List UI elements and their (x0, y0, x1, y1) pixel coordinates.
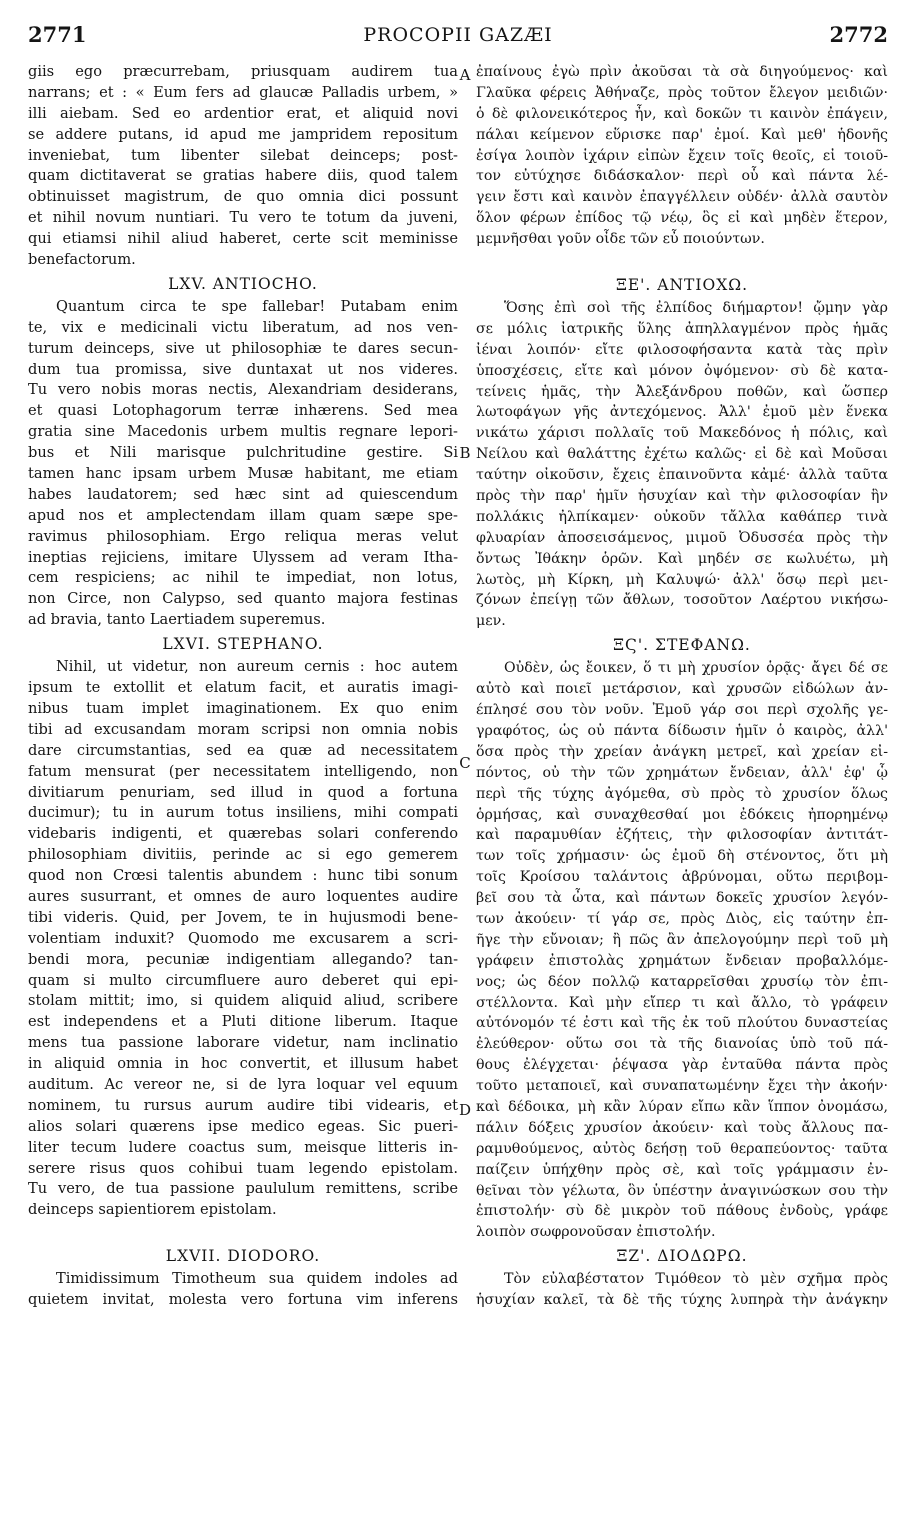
text-line: των τοῖς χρήμασιν· ὡς ἐμοῦ δὴ στένοντος, ὅτι μὴ (476, 848, 888, 865)
text-line: περὶ τῆς τύχης ἀγόμεθα, σὺ πρὸς τὸ χρυσίον ὅλως (476, 785, 888, 802)
text-line: narrans; et : « Eum fers ad glaucæ Palladis urbem, » (28, 83, 458, 101)
text-line: ὅλον φέρων ἐπίδος τῷ νέῳ, ὃς εἰ καὶ μηδὲν ἕτερον, (476, 210, 888, 227)
text-line: ducimur); tu in aurum totus insiliens, mihi compati (28, 804, 458, 822)
text-line: se addere putans, id apud me jampridem repositum (28, 125, 458, 143)
text-line: τείνεις ἡμᾶς, τὴν Ἀλεξάνδρου ποθῶν, καὶ ὥσπερ (476, 383, 888, 400)
text-line: των ἀκούειν· τί γάρ σε, πρὸς Διὸς, εἰς ταύτην ἐπ- (476, 910, 888, 927)
text-line: ὅσα πρὸς τὴν χρείαν ἀνάγκη μετρεῖ, καὶ χρείαν εἰ- (476, 743, 888, 760)
text-line: Τὸν εὐλαβέστατον Τιμόθεον τὸ μὲν σχῆμα πρὸς (504, 1271, 888, 1288)
text-line: et nihil novum nuntiari. Tu vero te totum da juveni, (28, 209, 458, 227)
greek-column (476, 62, 888, 1311)
text-line: λωτὸς, μὴ Κίρκη, μὴ Καλυψώ· ἀλλ' ὅσῳ περὶ μει- (476, 571, 888, 588)
text-line: volentiam induxit? Quomodo me excusarem a scri- (28, 929, 458, 947)
text-line: καὶ δέδοικα, μὴ κἂν λύραν εἴπω κἂν ἵππον ὀνομάσω, (476, 1098, 888, 1115)
greek-block-4 (476, 1269, 888, 1311)
greek-letter-title-65: ΞΕ'. ΑΝΤΙΟΧΩ. (615, 276, 749, 295)
text-line: quam si multo circumfluere auro deberet qui epi- (28, 971, 458, 989)
text-line: gratia sine Macedonis urbem multis regnare lepori- (28, 423, 458, 441)
text-line: divitiarum penuriam, sed illud in quod a fortuna (28, 783, 458, 801)
text-line: apud nos et amplectendam illam quam sæpe spe- (28, 506, 458, 524)
text-line: νικάτω χάρισι πολλαῖς τοῦ Μακεδόνος ἡ πόλις, καὶ (476, 425, 888, 442)
text-line: γραφότος, ὡς οὐ πάντα δίδωσιν ἡμῖν ὁ καιρὸς, ἀλλ' (476, 722, 888, 739)
text-line: tibi ad excusandam moram scripsi non omnia nobis (28, 720, 458, 738)
text-line: deinceps sapientiorem epistolam. (28, 1201, 277, 1219)
text-line: Timidissimum Timotheum sua quidem indoles ad (56, 1270, 458, 1288)
text-line: γειν ἔστι καὶ καινὸν ἐπαγγέλλειν οὐδέν· ἀλλὰ σαυτὸν (476, 189, 888, 206)
text-line: non Circe, non Calypso, sed quanto majora festinas (28, 590, 458, 608)
margin-marker-c: C (459, 754, 471, 772)
margin-marker-a: A (459, 66, 471, 84)
greek-block-1 (476, 62, 888, 250)
text-line: ad bravia, tanto Laertiadem superemus. (28, 611, 326, 629)
text-line: Nihil, ut videtur, non aureum cernis : hoc autem (56, 658, 458, 676)
greek-letter-title-66: ΞϚ'. ΣΤΕΦΑΝΩ. (613, 636, 751, 655)
text-line: ineptias rejiciens, imitare Ulyssem ad veram Itha- (28, 548, 458, 566)
text-line: αὐτὸ καὶ ποιεῖ μετάρσιον, καὶ χρυσῶν εἰδώλων ἀν- (476, 681, 888, 698)
text-line: έπλησέ σου τὸν νοῦν. Ἐμοῦ γάρ σοι περὶ σχολῆς γε- (476, 702, 888, 719)
margin-marker-b: B (459, 444, 471, 462)
text-line: bendi mora, pecuniæ indigentiam allegando? tan- (28, 950, 458, 968)
text-line: dare circumstantias, sed ea quæ ad necessitatem (28, 741, 458, 759)
text-line: τοῖς Κροίσου ταλάντοις ἁβρύνομαι, οὕτω περιβομ- (476, 869, 888, 886)
latin-block-3 (28, 657, 458, 1221)
text-line: τοῦτο μεταποιεῖ, καὶ συναπατωμένην ἔχει τὴν ἀκοήν· (476, 1078, 888, 1095)
text-line: Οὐδὲν, ὡς ἔοικεν, ὅ τι μὴ χρυσίον ὁρᾷς· ἄγει δέ σε (504, 660, 888, 677)
latin-column (28, 62, 458, 1311)
text-line: illi aiebam. Sed eo ardentior erat, et aliquid novi (28, 104, 458, 122)
text-line: πολλάκις ἠλπίκαμεν· οὐκοῦν τἄλλα καθάπερ τινὰ (476, 508, 888, 525)
text-line: qui etiamsi nihil aliud haberet, certe scit meminisse (28, 230, 458, 248)
latin-block-1 (28, 62, 458, 271)
text-line: ταύτην οἰκοῦσιν, ἔχεις ἐπαινοῦντα κἀμέ· ἀλλὰ ταῦτα (476, 467, 888, 484)
text-line: καὶ παραμυθίαν ἐζήτεις, τὴν φιλοσοφίαν ἀντιτάτ- (476, 827, 888, 844)
text-line: serere risus quos cohibui tuam legendo epistolam. (28, 1159, 458, 1177)
text-line: Ὅσης ἐπὶ σοὶ τῆς ἐλπίδος διήμαρτον! ᾤμην γὰρ (504, 300, 888, 317)
text-line: θους ἐλέγχεται· ῥέψασα γὰρ ἐνταῦθα πάντα πρὸς (476, 1057, 888, 1074)
margin-marker-d: D (458, 1101, 472, 1119)
text-line: philosophiam divitiis, perinde ac si ego gemerem (28, 846, 458, 864)
text-line: τον εὐτύχησε διδάσκαλον· περὶ οὗ καὶ πάντα λέ- (476, 168, 888, 185)
text-line: obtinuisset magistrum, de quo omnia dici possunt (28, 188, 458, 206)
latin-letter-title-67: LXVII. DIODORO. (165, 1247, 321, 1266)
text-line: fatum mensurat (per necessitatem intelligendo, non (28, 762, 458, 780)
text-line: παίζειν ὑπήχθην πρὸς σὲ, καὶ τοῖς γράμμασιν ἐν- (476, 1161, 888, 1178)
text-line: mens tua passione laborare videtur, nam inclinatio (28, 1034, 458, 1052)
text-line: Γλαῦκα φέρεις Ἀθήναζε, πρὸς τοῦτον ἔλεγον μειδιῶν· (476, 84, 888, 101)
text-line: πάλαι κείμενον εὕρισκε παρ' ἐμοί. Καὶ μεθ' ἡδονῆς (476, 126, 888, 143)
text-line: ὁ δὲ φιλονεικότερος ἦν, καὶ δοκῶν τι καινὸν ἐπάγειν, (476, 105, 888, 122)
text-line: ὄντως Ἰθάκην ὁρῶν. Καὶ μηδέν σε κωλυέτω, μὴ (476, 550, 888, 567)
text-line: μεμνῆσθαι γοῦν οἶδε τῶν εὖ ποιούντων. (476, 231, 765, 248)
text-line: Tu vero, de tua passione paululum remittens, scribe (28, 1180, 458, 1198)
text-line: quod non Crœsi talentis abundem : hunc tibi sonum (28, 867, 458, 885)
latin-letter-title-66: LXVI. STEPHANO. (162, 635, 324, 654)
text-line: Quantum circa te spe fallebar! Putabam enim (56, 297, 458, 315)
page-header (28, 22, 888, 52)
text-line: πάλιν δόξεις χρυσίον ἀκούειν· καὶ τοὺς ἄλλους πα- (476, 1119, 888, 1136)
page-number-right: 2772 (829, 22, 888, 47)
text-line: cem respiciens; ac nihil te impediat, non lotus, (28, 569, 458, 587)
text-line: ἰέναι λοιπόν· εἴτε φιλοσοφήσαντα κατὰ τὰς πρὶν (476, 341, 888, 358)
text-line: πόντος, οὐ τὴν τῶν χρημάτων ἔνδειαν, ἀλλ' ἐφ' ᾧ (476, 764, 888, 781)
text-line: ravimus philosophiam. Ergo reliqua meras velut (28, 527, 458, 545)
text-line: quietem invitat, molesta vero fortuna vim inferens (28, 1291, 458, 1309)
text-line: πρὸς τὴν παρ' ἡμῖν ἡσυχίαν καὶ τὴν φιλοσοφίαν ἣν (476, 488, 888, 505)
latin-letter-title-65: LXV. ANTIOCHO. (168, 274, 318, 293)
text-line: ὑποσχέσεις, εἴτε καὶ μόνον ὀψόμενον· σὺ δὲ κατα- (476, 362, 888, 379)
greek-block-2 (476, 298, 888, 632)
text-line: λωτοφάγων γῆς ἀντεχόμενος. Ἀλλ' ἐμοῦ μὲν ἕνεκα (476, 404, 888, 421)
text-line: in aliquid omnia in hoc convertit, et illusum habet (28, 1055, 458, 1073)
text-line: te, vix e medicinali victu liberatum, ad nos ven- (28, 318, 458, 336)
text-line: tamen hanc ipsam urbem Musæ habitant, me etiam (28, 465, 458, 483)
latin-block-2 (28, 297, 458, 631)
text-line: ἐσίγα λοιπὸν ἱχάριν εἰπὼν ἔχειν τοῖς θεοῖς, εἰ τοιοῦ- (476, 147, 888, 164)
running-title: PROCOPII GAZÆI (363, 24, 553, 46)
text-line: giis ego præcurrebam, priusquam audirem tua (28, 63, 458, 80)
page-number-left: 2771 (28, 22, 87, 47)
text-line: benefactorum. (28, 251, 136, 269)
text-line: ἐλεύθερον· οὕτω σοι τὰ τῆς διανοίας ὑπὸ τοῦ πά- (476, 1036, 888, 1053)
text-line: ipsum te extollit et elatum facit, et auratis imagi- (28, 679, 458, 697)
text-line: aures susurrant, et omnes de auro loquentes audire (28, 887, 458, 905)
text-line: ραμυθούμενος, αὐτὸς δεήσῃ τοῦ θεραπεύοντος· ταῦτα (476, 1140, 888, 1157)
text-line: est independens et a Pluti ditione liberum. Itaque (28, 1013, 458, 1031)
text-line: φλυαρίαν ἀποσεισάμενος, μιμοῦ Ὀδυσσέα πρὸς τὴν (476, 529, 888, 546)
text-line: Tu vero nobis moras nectis, Alexandriam desiderans, (28, 381, 458, 399)
text-line: tibi videris. Quid, per Jovem, te in hujusmodi bene- (28, 908, 458, 926)
text-line: ἐπιστολήν· σὺ δὲ μικρὸν τοῦ πάθους ἐνδοὺς, γράφε (476, 1203, 888, 1220)
text-line: inveniebat, tum libenter silebat deinceps; post- (28, 146, 458, 164)
text-line: Νείλου καὶ θαλάττης ἐχέτω καλῶς· εἰ δὲ καὶ Μοῦσαι (476, 446, 888, 463)
text-line: νος; ὡς δέον πολλῷ καταρρεῖσθαι χρυσίῳ τὸν ἐπι- (476, 973, 888, 990)
text-line: nominem, tu rursus aurum audire tibi videaris, et (28, 1096, 458, 1114)
latin-block-4 (28, 1269, 458, 1311)
text-line: quam dictitaverat se gratias habere diis, quod talem (28, 167, 458, 185)
text-line: ὁρμήσας, καὶ συναχθεσθαί μοι ἐδόκεις ἠπορημένῳ (476, 806, 888, 823)
greek-letter-title-67: ΞΖ'. ΔΙΟΔΩΡΩ. (616, 1247, 748, 1266)
text-line: λοιπὸν σωφρονοῦσαν ἐπιστολήν. (476, 1224, 716, 1241)
text-line: stolam mittit; imo, si quidem aliquid aliud, scribere (28, 992, 458, 1010)
text-line: et quasi Lotophagorum terræ inhærens. Sed mea (28, 402, 458, 420)
text-line: alios solari quærens ipse medico egeas. Sic pueri- (28, 1117, 458, 1135)
greek-block-3 (476, 658, 888, 1243)
text-line: ἡσυχίαν καλεῖ, τὰ δὲ τῆς τύχης λυπηρὰ τὴν ἀνάγκην (476, 1292, 888, 1309)
text-line: dum tua promissa, sive duntaxat ut nos videres. (28, 360, 458, 378)
text-line: turum deinceps, sive ut philosophiæ te dares secun- (28, 339, 458, 357)
text-line: liter tecum ludere coactus sum, meisque litteris in- (28, 1138, 458, 1156)
text-line: αὐτόνομόν τέ ἐστι καὶ τῆς ἐκ τοῦ πλούτου δυναστείας (476, 1015, 888, 1032)
text-line: σε μόλις ἰατρικῆς ὕλης ἀπηλλαγμένον πρὸς ἡμᾶς (476, 320, 888, 337)
text-line: videbaris indigenti, et quærebas solari conferendo (28, 825, 458, 843)
text-line: θεῖναι τὸν γέλωτα, ὃν ὑπέστην ἀναγινώσκων σου τὴν (476, 1182, 888, 1199)
text-line: στέλλοντα. Καὶ μὴν εἴπερ τι καὶ ἄλλο, τὸ γράφειν (476, 994, 888, 1011)
text-line: ἐπαίνους ἐγὼ πρὶν ἀκοῦσαι τὰ σὰ διηγούμενος· καὶ (476, 64, 888, 80)
text-line: βεῖ σου τὰ ὦτα, καὶ πάντων δοκεῖς χρυσίον λεγόν- (476, 890, 888, 907)
text-line: ζόνων ἐπείγῃ τῶν ἄθλων, τοσοῦτον Λαέρτου νικήσω- (476, 592, 888, 609)
text-line: μεν. (476, 613, 506, 630)
text-line: auditum. Ac vereor ne, si de lyra loquar vel equum (28, 1075, 458, 1093)
text-line: bus et Nili marisque pulchritudine gestire. Si (28, 444, 458, 462)
text-line: ῆγε τὴν εὔνοιαν; ἢ πῶς ἂν ἀπελογούμην περὶ τοῦ μὴ (476, 931, 888, 948)
text-line: γράφειν ἐπιστολὰς χρημάτων ἔνδειαν προβαλλόμε- (476, 952, 888, 969)
text-line: nibus tuam implet imaginationem. Ex quo enim (28, 699, 458, 717)
text-line: habes laudatorem; sed hæc sint ad quiescendum (28, 485, 458, 503)
